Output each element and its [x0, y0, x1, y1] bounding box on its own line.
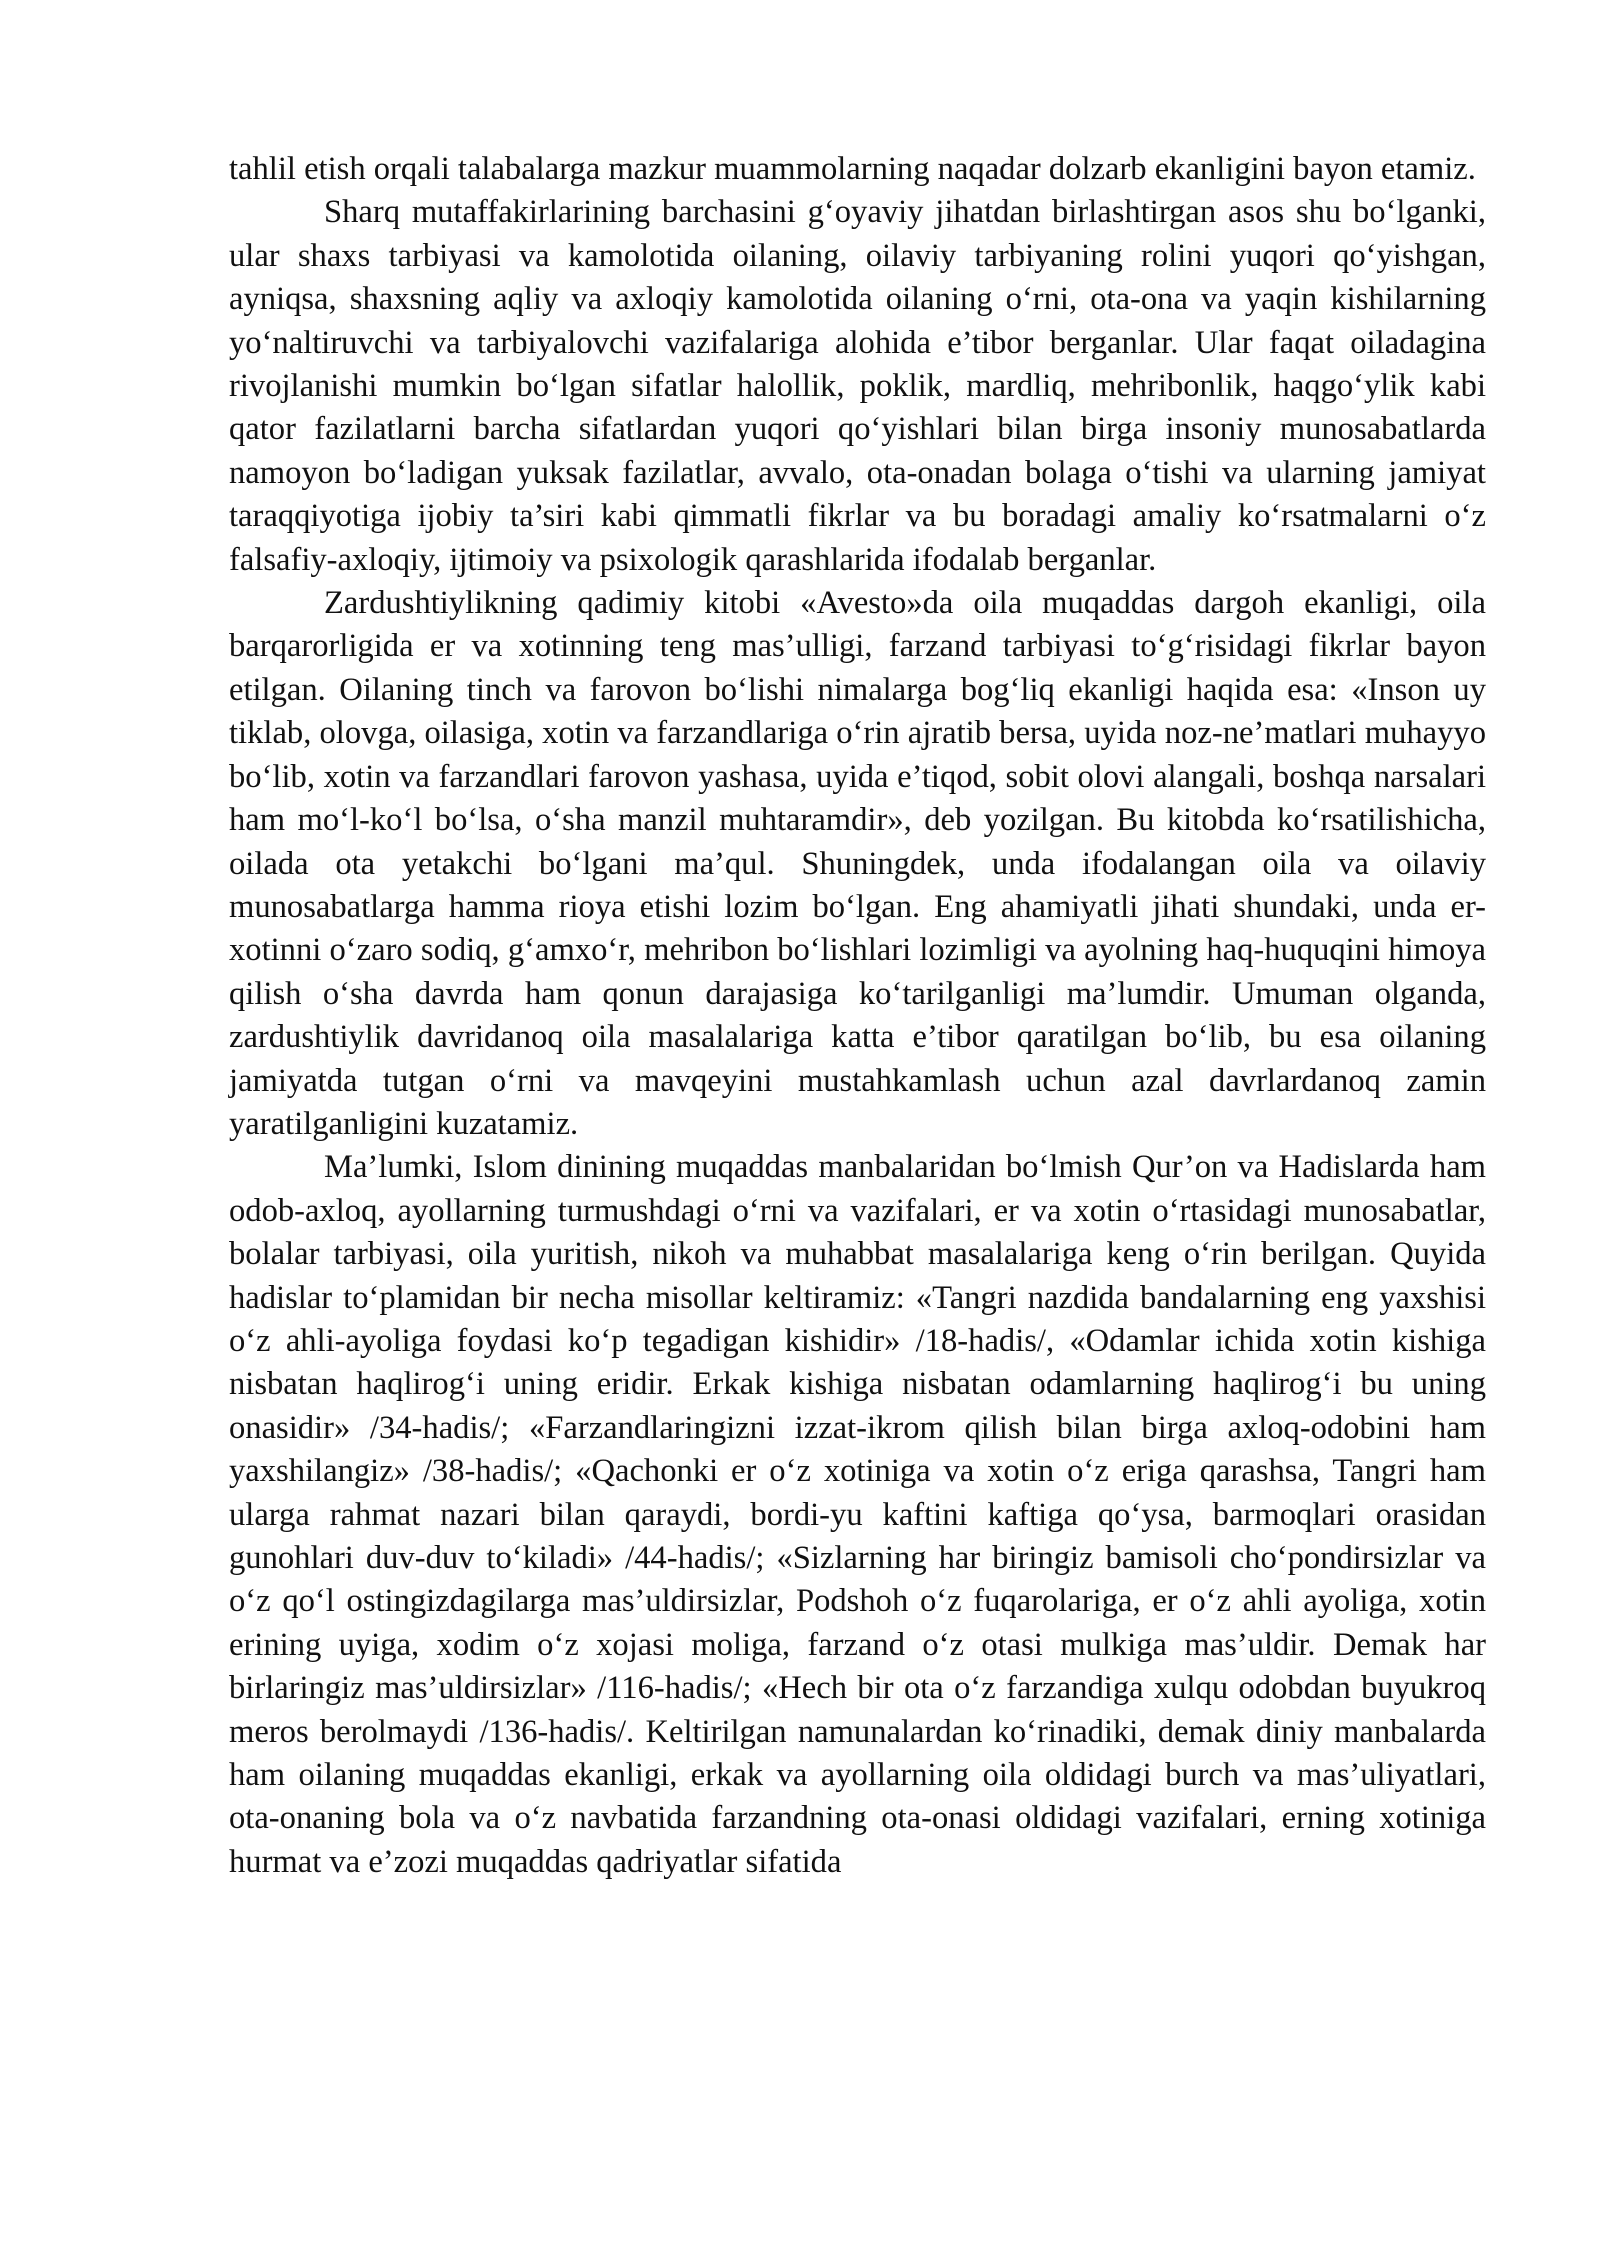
- paragraph-avesto: Zardushtiylikning qadimiy kitobi «Avesto»da oila muqaddas dargoh ekanligi, oila barqarorligida er va xotinning teng mas’ulligi, farzand tarbiyasi to‘g‘risidagi fikrlar bayon etilgan. Oilaning tinch va farovon bo‘lishi nimalarga bog‘liq ekanligi haqida esa: «Inson uy tiklab, olovga, oilasiga, xotin va farzandlariga o‘rin ajratib bersa, uyida noz-ne’matlari muhayyo bo‘lib, xotin va farzandlari farovon yashasa, uyida e’tiqod, sobit olovi alangali, boshqa narsalari ham mo‘l-ko‘l bo‘lsa, o‘sha manzil muhtaramdir», deb yozilgan. Bu kitobda ko‘rsatilishicha, oilada ota yetakchi bo‘lgani ma’qul. Shuningdek, unda ifodalangan oila va oilaviy munosabatlarga hamma rioya etishi lozim bo‘lgan. Eng ahamiyatli jihati shundaki, unda er-xotinni o‘zaro sodiq, g‘amxo‘r, mehribon bo‘lishlari lozimligi va ayolning haq-huquqini himoya qilish o‘sha davrda ham qonun darajasiga ko‘tarilganligi ma’lumdir. Umuman olganda, zardushtiylik davridanoq oila masalalariga katta e’tibor qaratilgan bo‘lib, bu esa oilaning jamiyatda tutgan o‘rni va mavqeyini mustahkamlash uchun azal davrlardanoq zamin yaratilganligini kuzatamiz.: [229, 585, 1486, 1142]
- paragraph-continuation: tahlil etish orqali talabalarga mazkur muammolarning naqadar dolzarb ekanligini bayon etamiz.: [229, 151, 1476, 187]
- paragraph-islam-hadith: Ma’lumki, Islom dinining muqaddas manbalaridan bo‘lmish Qur’on va Hadislarda ham odob-axloq, ayollarning turmushdagi o‘rni va vazifalari, er va xotin o‘rtasidagi munosabatlar, bolalar tarbiyasi, oila yuritish, nikoh va muhabbat masalalariga keng o‘rin berilgan. Quyida hadislar to‘plamidan bir necha misollar keltiramiz: «Tangri nazdida bandalarning eng yaxshisi o‘z ahli-ayoliga foydasi ko‘p tegadigan kishidir» /18-hadis/, «Odamlar ichida xotin kishiga nisbatan haqlirog‘i uning eridir. Erkak kishiga nisbatan odamlarning haqlirog‘i bu uning onasidir» /34-hadis/; «Farzandlaringizni izzat-ikrom qilish bilan birga axloq-odobini ham yaxshilangiz» /38-hadis/; «Qachonki er o‘z xotiniga va xotin o‘z eriga qarashsa, Tangri ham ularga rahmat nazari bilan qaraydi, bordi-yu kaftini kaftiga qo‘ysa, barmoqlari orasidan gunohlari duv-duv to‘kiladi» /44-hadis/; «Sizlarning har biringiz bamisoli cho‘pondirsizlar va o‘z qo‘l ostingizdagilarga mas’uldirsizlar, Podshoh o‘z fuqarolariga, er o‘z ahli ayoliga, xotin erining uyiga, xodim o‘z xojasi moliga, farzand o‘z otasi mulkiga mas’uldir. Demak har birlaringiz mas’uldirsizlar» /116-hadis/; «Hech bir ota o‘z farzandiga xulqu odobdan buyukroq meros berolmaydi /136-hadis/. Keltirilgan namunalardan ko‘rinadiki, demak diniy manbalarda ham oilaning muqaddas ekanligi, erkak va ayollarning oila oldidagi burch va mas’uliyatlari, ota-onaning bola va o‘z navbatida farzandning ota-onasi oldidagi vazifalari, erning xotiniga hurmat va e’zozi muqaddas qadriyatlar sifatida: [229, 1149, 1486, 1880]
- paragraph-sharq-thinkers: Sharq mutaffakirlarining barchasini g‘oyaviy jihatdan birlashtirgan asos shu bo‘lganki, ular shaxs tarbiyasi va kamolotida oilaning, oilaviy tarbiyaning rolini yuqori qo‘yishgan, ayniqsa, shaxsning aqliy va axloqiy kamolotida oilaning o‘rni, ota-ona va yaqin kishilarning yo‘naltiruvchi va tarbiyalovchi vazifalariga alohida e’tibor berganlar. Ular faqat oiladagina rivojlanishi mumkin bo‘lgan sifatlar halollik, poklik, mardliq, mehribonlik, haqgo‘ylik kabi qator fazilatlarni barcha sifatlardan yuqori qo‘yishlari bilan birga insoniy munosabatlarda namoyon bo‘ladigan yuksak fazilatlar, avvalo, ota-onadan bolaga o‘tishi va ularning jamiyat taraqqiyotiga ijobiy ta’siri kabi qimmatli fikrlar va bu boradagi amaliy ko‘rsatmalarni o‘z falsafiy-axloqiy, ijtimoiy va psixologik qarashlarida ifodalab berganlar.: [229, 194, 1486, 578]
- document-page: [229, 148, 1486, 1884]
